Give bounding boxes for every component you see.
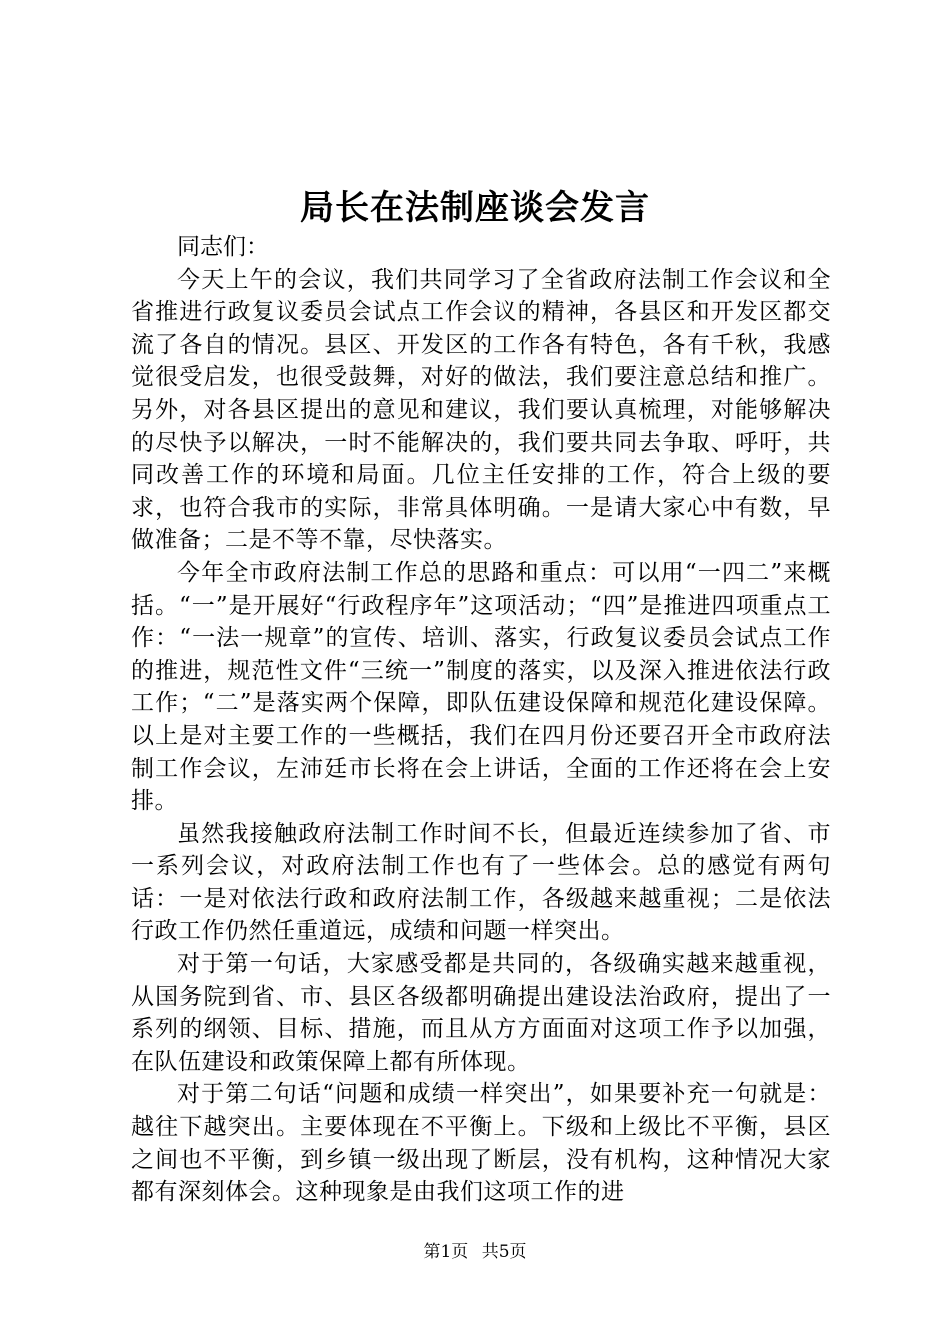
paragraph: 虽然我接触政府法制工作时间不长，但最近连续参加了省、市一系列会议，对政府法制工作也有了一些体会。总的感觉有两句话：一是对依法行政和政府法制工作，各级越来越重视；二是依法行政工作仍然任重道远，成绩和问题一样突出。	[131, 820, 831, 945]
salutation: 同志们：	[177, 234, 269, 260]
document-title: 局长在法制座谈会发言	[300, 188, 650, 228]
paragraph: 今天上午的会议，我们共同学习了全省政府法制工作会议和全省推进行政复议委员会试点工作会议的精神，各县区和开发区都交流了各自的情况。县区、开发区的工作各有特色，各有千秋，我感觉很受启发，也很受鼓舞，对好的做法，我们要注意总结和推广。另外，对各县区提出的意见和建议，我们要认真梳理，对能够解决的尽快予以解决，一时不能解决的，我们要共同去争取、呼吁，共同改善工作的环境和局面。几位主任安排的工作，符合上级的要求，也符合我市的实际，非常具体明确。一是请大家心中有数，早做准备；二是不等不靠，尽快落实。	[131, 266, 831, 554]
paragraph: 对于第二句话“问题和成绩一样突出”，如果要补充一句就是：越往下越突出。主要体现在不平衡上。下级和上级比不平衡，县区之间也不平衡，到乡镇一级出现了断层，没有机构，这种情况大家都有深刻体会。这种现象是由我们这项工作的进	[131, 1081, 831, 1206]
page-total: 共5页	[481, 1242, 527, 1262]
paragraph: 今年全市政府法制工作总的思路和重点：可以用“一四二”来概括。“一”是开展好“行政程序年”这项活动；“四”是推进四项重点工作：“一法一规章”的宣传、培训、落实，行政复议委员会试点工作的推进，规范性文件“三统一”制度的落实，以及深入推进依法行政工作；“二”是落实两个保障，即队伍建设保障和规范化建设保障。以上是对主要工作的一些概括，我们在四月份还要召开全市政府法制工作会议，左沛廷市长将在会上讲话，全面的工作还将在会上安排。	[131, 559, 831, 815]
page-number: 第1页	[423, 1242, 469, 1262]
paragraph: 对于第一句话，大家感受都是共同的，各级确实越来越重视，从国务院到省、市、县区各级都明确提出建设法治政府，提出了一系列的纲领、目标、措施，而且从方方面面对这项工作予以加强，在队伍建设和政策保障上都有所体现。	[131, 951, 831, 1075]
page-footer	[0, 1240, 950, 1264]
document-body	[131, 231, 831, 1209]
